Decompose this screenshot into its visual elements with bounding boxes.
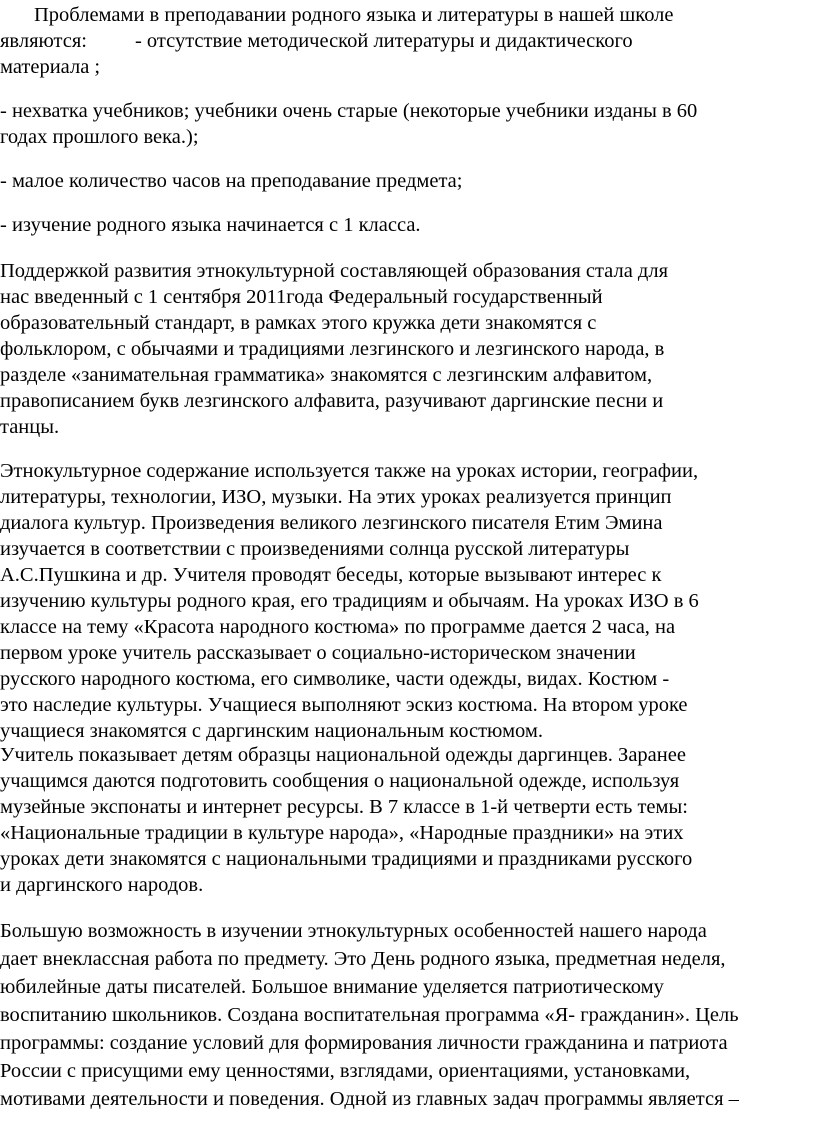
- text-line: мотивами деятельности и поведения. Одной из главных задач программы является –: [0, 1088, 739, 1110]
- text-line: годах прошлого века.);: [0, 126, 199, 148]
- text-line: Большую возможность в изучении этнокультурных особенностей нашего народа: [0, 920, 707, 942]
- text-line: это наследие культуры. Учащиеся выполняют эскиз костюма. На втором уроке: [0, 694, 688, 716]
- text-line: программы: создание условий для формирования личности гражданина и патриота: [0, 1032, 728, 1054]
- text-line: изучается в соответствии с произведениями солнца русской литературы: [0, 538, 630, 560]
- text-line: [0, 28, 633, 54]
- text-line: Учитель показывает детям образцы национальной одежды даргинцев. Заранее: [0, 744, 686, 766]
- text-line: учащимся даются подготовить сообщения о национальной одежде, используя: [0, 770, 680, 792]
- text-line: дает внеклассная работа по предмету. Это День родного языка, предметная неделя,: [0, 948, 726, 970]
- text-line: А.С.Пушкина и др. Учителя проводят беседы, которые вызывают интерес к: [0, 564, 662, 586]
- text-line: Проблемами в преподавании родного языка и литературы в нашей школе: [34, 4, 674, 26]
- text-line: классе на тему «Красота народного костюма» по программе дается 2 часа, на: [0, 616, 676, 638]
- text-line: музейные экспонаты и интернет ресурсы. В 7 классе в 1-й четверти есть темы:: [0, 796, 688, 818]
- text-line: изучению культуры родного края, его традициям и обычаям. На уроках ИЗО в 6: [0, 590, 699, 612]
- text-line: учащиеся знакомятся с даргинским национальным костюмом.: [0, 720, 544, 742]
- text-line: диалога культур. Произведения великого лезгинского писателя Етим Эмина: [0, 512, 663, 534]
- text-line: Этнокультурное содержание используется также на уроках истории, географии,: [0, 460, 699, 482]
- text-line: танцы.: [0, 416, 60, 438]
- text-line-segment: - отсутствие методической литературы и дидактического: [134, 30, 633, 52]
- text-line: юбилейные даты писателей. Большое внимание уделяется патриотическому: [0, 976, 664, 998]
- text-line: - малое количество часов на преподавание предмета;: [0, 170, 463, 192]
- text-line: материала ;: [0, 56, 101, 78]
- text-line: «Национальные традиции в культуре народа», «Народные праздники» на этих: [0, 822, 684, 844]
- text-line: первом уроке учитель рассказывает о социально-историческом значении: [0, 642, 636, 664]
- text-line: уроках дети знакомятся с национальными традициями и праздниками русского: [0, 848, 693, 870]
- text-line: России с присущими ему ценностями, взглядами, ориентациями, установками,: [0, 1060, 691, 1082]
- text-line: образовательный стандарт, в рамках этого кружка дети знакомятся с: [0, 312, 597, 334]
- text-line: разделе «занимательная грамматика» знакомятся с лезгинским алфавитом,: [0, 364, 653, 386]
- text-line-segment: являются:: [0, 30, 87, 52]
- text-line: - нехватка учебников; учебники очень старые (некоторые учебники изданы в 60: [0, 100, 698, 122]
- text-line: фольклором, с обычаями и традициями лезгинского и лезгинского народа, в: [0, 338, 665, 360]
- text-line: воспитанию школьников. Создана воспитательная программа «Я- гражданин». Цель: [0, 1004, 739, 1026]
- text-line: литературы, технологии, ИЗО, музыки. На этих уроках реализуется принцип: [0, 486, 672, 508]
- text-line: Поддержкой развития этнокультурной составляющей образования стала для: [0, 260, 669, 282]
- text-line: правописанием букв лезгинского алфавита, разучивают даргинские песни и: [0, 390, 664, 412]
- text-line: нас введенный с 1 сентября 2011года Федеральный государственный: [0, 286, 603, 308]
- text-line: русского народного костюма, его символике, части одежды, видах. Костюм -: [0, 668, 670, 690]
- text-line: - изучение родного языка начинается с 1 класса.: [0, 214, 421, 236]
- text-line: и даргинского народов.: [0, 874, 204, 896]
